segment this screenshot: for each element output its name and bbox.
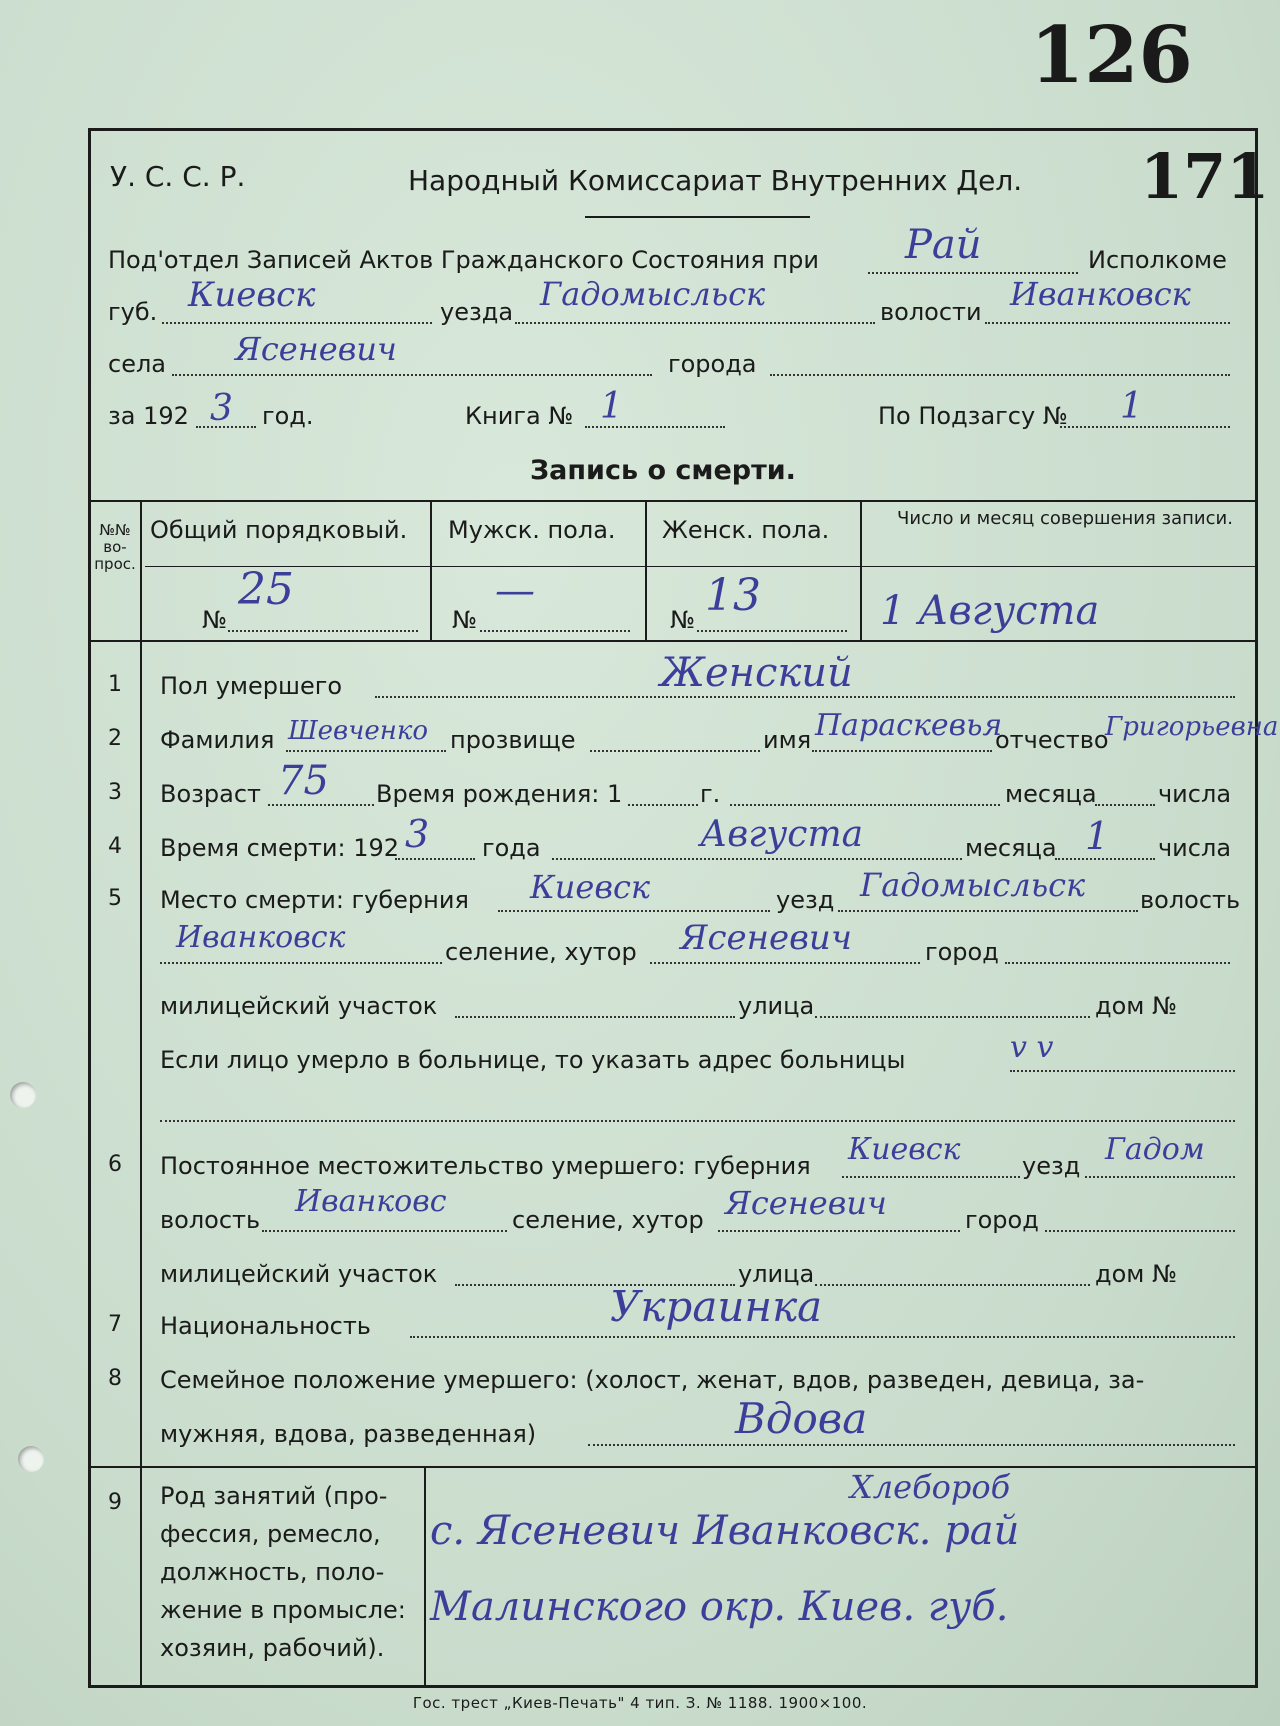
dotted-line	[697, 630, 847, 632]
row-number: 4	[108, 834, 122, 859]
book-label: Книга №	[465, 402, 574, 430]
residence-gub-value: Киевск	[848, 1132, 961, 1167]
republic-heading: У. С. С. Р.	[110, 160, 246, 193]
archive-number: 126	[1030, 10, 1193, 101]
dotted-line	[815, 1016, 1090, 1018]
death-month-label: месяца	[965, 834, 1057, 862]
col-date-header: Число и месяц совершения записи.	[897, 508, 1233, 529]
dotted-line	[498, 910, 770, 912]
male-value: —	[495, 568, 535, 614]
subreg-label: По Подзагсу №	[878, 402, 1068, 430]
sex-label: Пол умершего	[160, 672, 343, 700]
dotted-line	[1085, 1176, 1235, 1178]
dotted-line	[515, 322, 875, 324]
residence-selenie-label: селение, хутор	[512, 1206, 704, 1234]
dotted-line	[1045, 1230, 1235, 1232]
female-num-sign: №	[670, 606, 695, 634]
row-number: 9	[108, 1490, 122, 1515]
dotted-line	[628, 804, 698, 806]
death-gub-value: Киевск	[530, 868, 650, 906]
subdept-value: Рай	[905, 222, 982, 268]
marital-label-cont: мужняя, вдова, разведенная)	[160, 1420, 537, 1448]
residence-house-label: дом №	[1095, 1260, 1177, 1288]
column-line	[860, 500, 862, 640]
dotted-line	[268, 804, 374, 806]
row-number: 6	[108, 1152, 122, 1177]
divider	[585, 216, 810, 218]
dotted-line	[812, 750, 992, 752]
birth-day-label: числа	[1158, 780, 1232, 808]
surname-value: Шевченко	[288, 716, 429, 746]
death-day-value: 1	[1085, 814, 1110, 858]
residence-uezd-label: уезд	[1022, 1152, 1081, 1180]
dotted-line	[588, 1444, 1235, 1446]
hospital-label: Если лицо умерло в больнице, то указать адрес больницы	[160, 1046, 906, 1074]
birth-month-label: месяца	[1005, 780, 1097, 808]
nickname-label: прозвище	[450, 726, 576, 754]
punch-hole	[18, 1446, 44, 1472]
sex-value: Женский	[660, 650, 853, 696]
row-number: 8	[108, 1366, 122, 1391]
uezd-label: уезда	[440, 298, 514, 326]
age-label: Возраст	[160, 780, 262, 808]
female-value: 13	[705, 570, 761, 621]
volost-value: Иванковск	[1010, 275, 1191, 313]
header-divider	[145, 566, 1255, 567]
row-number: 1	[108, 672, 122, 697]
occupation-value-line1: с. Ясеневич Иванковск. рай	[430, 1508, 1020, 1554]
residence-police-label: милицейский участок	[160, 1260, 438, 1288]
document-number: 171	[1140, 140, 1270, 213]
residence-uezd-value: Гадом	[1105, 1132, 1205, 1167]
hospital-value: v v	[1010, 1030, 1054, 1065]
death-uezd-value: Гадомысльск	[860, 866, 1086, 904]
death-day-label: числа	[1158, 834, 1232, 862]
first-name-label: имя	[763, 726, 812, 754]
patronymic-label: отчество	[995, 726, 1109, 754]
marital-label: Семейное положение умершего: (холост, женат, вдов, разведен, девица, за-	[160, 1366, 1145, 1394]
death-year-value: 3	[405, 812, 430, 856]
punch-hole	[10, 1082, 36, 1108]
row-number: 5	[108, 886, 122, 911]
book-value: 1	[600, 386, 623, 427]
row-number: 7	[108, 1312, 122, 1337]
commissariat-heading: Народный Комиссариат Внутренних Дел.	[408, 164, 1023, 197]
occupation-label-line5: хозяин, рабочий).	[160, 1634, 385, 1662]
death-uezd-label: уезд	[776, 886, 835, 914]
dotted-line	[590, 750, 760, 752]
total-value: 25	[238, 564, 294, 615]
death-month-value: Августа	[700, 814, 864, 855]
death-place-label: Место смерти: губерния	[160, 886, 469, 914]
dotted-line	[650, 962, 920, 964]
occupation-value-top: Хлебороб	[850, 1468, 1011, 1506]
dotted-line	[1055, 858, 1155, 860]
marital-value: Вдова	[735, 1394, 868, 1443]
residence-street-label: улица	[738, 1260, 815, 1288]
surname-label: Фамилия	[160, 726, 275, 754]
record-title: Запись о смерти.	[530, 455, 796, 486]
death-gorod-label: город	[925, 938, 999, 966]
printer-footer: Гос. трест „Киев-Печать" 4 тип. З. № 1188. 1900×100.	[412, 1694, 868, 1712]
col-q-header: №№ во- прос.	[94, 521, 136, 573]
dotted-line	[286, 750, 446, 752]
nationality-value: Украинка	[610, 1282, 823, 1331]
question-column-line	[140, 500, 142, 1688]
dotted-line	[552, 858, 962, 860]
dotted-line	[262, 1230, 507, 1232]
death-year-suffix: года	[482, 834, 541, 862]
gorod-label: города	[668, 350, 757, 378]
col-male-header: Мужск. пола.	[448, 516, 616, 544]
col-total-header: Общий порядковый.	[150, 516, 408, 544]
death-street-label: улица	[738, 992, 815, 1020]
table-bottom-line	[90, 640, 1258, 642]
dotted-line	[375, 696, 1235, 698]
gub-label: губ.	[108, 298, 158, 326]
death-selenie-label: селение, хутор	[445, 938, 637, 966]
occupation-label-line4: жение в промысле:	[160, 1596, 406, 1624]
nationality-label: Национальность	[160, 1312, 371, 1340]
residence-gorod-label: город	[965, 1206, 1039, 1234]
dotted-line	[1010, 1070, 1235, 1072]
residence-volost-value: Иванковс	[295, 1184, 447, 1219]
residence-label: Постоянное местожительство умершего: губерния	[160, 1152, 811, 1180]
dotted-line	[718, 1230, 960, 1232]
selo-value: Ясеневич	[235, 330, 397, 368]
column-line	[645, 500, 647, 640]
row9-column-line	[424, 1466, 426, 1688]
dotted-line	[1095, 804, 1155, 806]
dotted-line	[815, 1284, 1090, 1286]
dotted-line	[730, 804, 1000, 806]
dotted-line	[395, 858, 475, 860]
year-label: за 192	[108, 402, 189, 430]
birth-label: Время рождения: 1	[376, 780, 623, 808]
dotted-line	[160, 1120, 1235, 1122]
dotted-line	[1005, 962, 1230, 964]
total-num-sign: №	[202, 606, 227, 634]
gub-value: Киевск	[188, 275, 316, 315]
patronymic-value: Григорьевна	[1105, 712, 1279, 742]
row9-top-line	[90, 1466, 1258, 1468]
dotted-line	[1060, 426, 1230, 428]
occupation-label-line2: фессия, ремесло,	[160, 1520, 381, 1548]
death-police-label: милицейский участок	[160, 992, 438, 1020]
subdept-label: Под'отдел Записей Актов Гражданского Состояния при	[108, 246, 819, 274]
dotted-line	[842, 1176, 1020, 1178]
death-volost-label: волость	[1140, 886, 1241, 914]
death-time-label: Время смерти: 192	[160, 834, 400, 862]
occupation-label-line3: должность, поло-	[160, 1558, 385, 1586]
first-name-value: Параскевья	[815, 708, 1003, 743]
col-female-header: Женск. пола.	[662, 516, 830, 544]
dotted-line	[162, 322, 432, 324]
dotted-line	[985, 322, 1230, 324]
date-value: 1 Августа	[880, 588, 1100, 634]
birth-year-suffix: г.	[700, 780, 721, 808]
uezd-value: Гадомысльск	[540, 275, 766, 313]
occupation-value-line2: Малинского окр. Киев. губ.	[430, 1584, 1009, 1630]
male-num-sign: №	[452, 606, 477, 634]
dotted-line	[868, 272, 1078, 274]
dotted-line	[172, 374, 652, 376]
age-value: 75	[278, 758, 329, 804]
dotted-line	[160, 962, 442, 964]
table-top-line	[90, 500, 1258, 502]
dotted-line	[838, 910, 1138, 912]
subreg-value: 1	[1120, 386, 1143, 427]
death-house-label: дом №	[1095, 992, 1177, 1020]
death-volost-value: Иванковск	[176, 920, 346, 955]
residence-selenie-value: Ясеневич	[725, 1184, 887, 1222]
dotted-line	[455, 1016, 735, 1018]
death-selenie-value: Ясеневич	[680, 918, 852, 958]
occupation-label-line1: Род занятий (про-	[160, 1482, 388, 1510]
row-number: 3	[108, 780, 122, 805]
dotted-line	[228, 630, 418, 632]
subdept-suffix: Исполкоме	[1088, 246, 1227, 274]
year-suffix: год.	[262, 402, 314, 430]
dotted-line	[410, 1336, 1235, 1338]
dotted-line	[480, 630, 630, 632]
year-value: 3	[210, 388, 233, 429]
dotted-line	[770, 374, 1230, 376]
row-number: 2	[108, 726, 122, 751]
selo-label: села	[108, 350, 167, 378]
column-line	[430, 500, 432, 640]
residence-volost-label: волость	[160, 1206, 261, 1234]
volost-label: волости	[880, 298, 982, 326]
